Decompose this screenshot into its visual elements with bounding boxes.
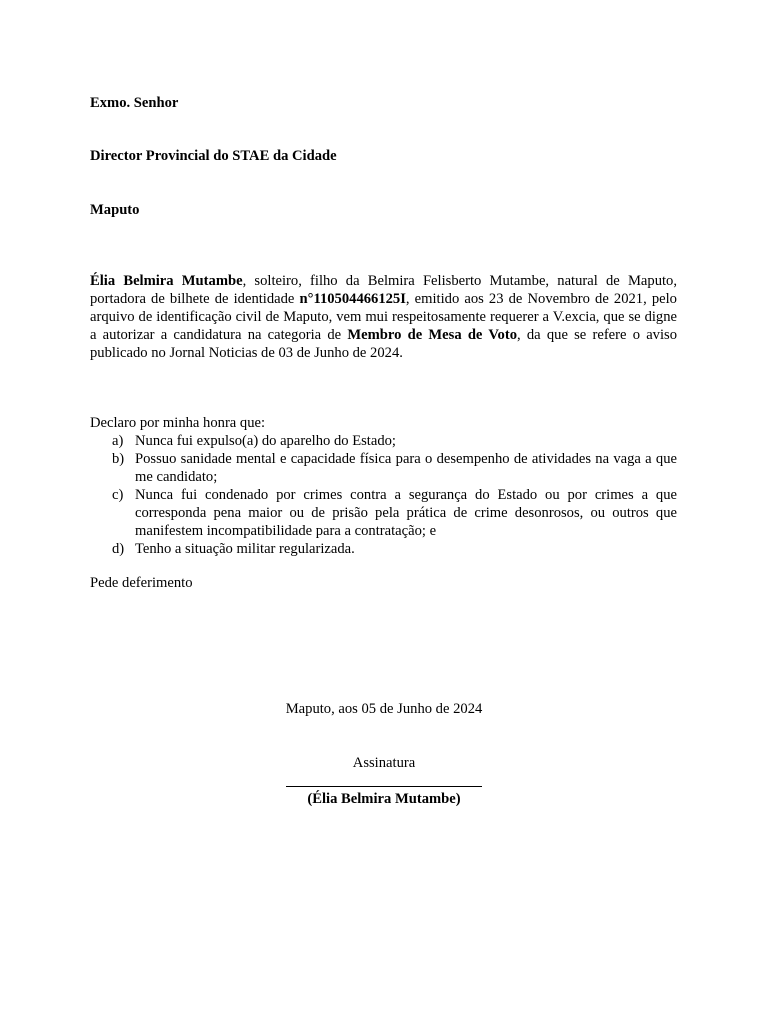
declaration-list — [90, 432, 677, 558]
signature-line — [286, 786, 482, 787]
declaration-intro: Declaro por minha honra que: — [90, 415, 266, 431]
closing-text: Pede deferimento — [90, 575, 193, 591]
signature-name: (Élia Belmira Mutambe) — [307, 791, 461, 807]
list-marker: a) — [112, 433, 124, 449]
declaration-item-text: Possuo sanidade mental e capacidade física para o desempenho de atividades na vaga a que me candidato; — [135, 451, 677, 485]
recipient-city: Maputo — [90, 202, 140, 218]
list-marker: b) — [112, 451, 125, 467]
recipient-title: Director Provincial do STAE da Cidade — [90, 148, 337, 164]
applicant-name: Élia Belmira Mutambe — [90, 273, 243, 289]
list-marker: c) — [112, 487, 124, 503]
id-number: n°110504466125I — [299, 291, 406, 307]
request-text-part-3: , da que se refere o aviso publicado no Jornal Noticias de 03 de Junho de 2024. — [90, 327, 678, 361]
declaration-item-text: Nunca fui expulso(a) do aparelho do Estado; — [135, 433, 396, 449]
request-paragraph — [90, 272, 677, 362]
candidacy-category: Membro de Mesa de Voto — [347, 327, 518, 343]
request-text-part-1: , solteiro, filho da Belmira Felisberto Mutambe, natural de Maputo, portadora de bilhete de identidade — [90, 273, 677, 307]
declaration-item — [90, 486, 677, 540]
declaration-item — [90, 432, 677, 450]
signature-label: Assinatura — [352, 755, 416, 771]
list-marker: d) — [112, 541, 125, 557]
salutation: Exmo. Senhor — [90, 95, 179, 111]
declaration-item — [90, 540, 677, 558]
request-text-part-2: , emitido aos 23 de Novembro de 2021, pelo arquivo de identificação civil de Maputo, vem mui respeitosamente requerer a V.excia, que se digne a autorizar a candidatura na categoria de — [90, 291, 677, 343]
declaration-item-text: Nunca fui condenado por crimes contra a segurança do Estado ou por crimes a que corresponda pena maior ou de prisão pela prática de crime desonrosos, ou outros que manifestem incompatibilidade para a contratação; e — [135, 487, 677, 539]
date-line: Maputo, aos 05 de Junho de 2024 — [285, 701, 483, 717]
declaration-item — [90, 450, 677, 486]
declaration-item-text: Tenho a situação militar regularizada. — [135, 541, 355, 557]
